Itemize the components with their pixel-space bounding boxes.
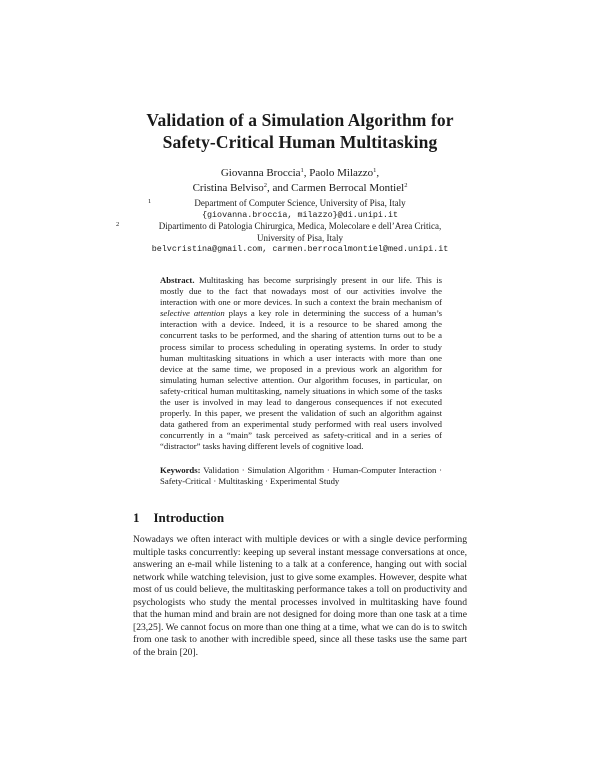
section-title: Introduction xyxy=(153,510,225,525)
affiliation-text: Department of Computer Science, University of Pisa, Italy xyxy=(194,198,406,208)
affiliations xyxy=(116,198,470,256)
affiliation-email: {giovanna.broccia, milazzo}@di.unipi.it xyxy=(201,209,398,220)
paper-title xyxy=(60,109,540,153)
author-affil-marker: 1 xyxy=(373,167,377,174)
author-name: Giovanna Broccia xyxy=(220,167,301,179)
affiliation-number: 2 xyxy=(116,221,120,228)
abstract xyxy=(160,275,442,487)
affiliation-1 xyxy=(130,198,470,221)
affiliation-text: University of Pisa, Italy xyxy=(257,232,343,243)
abstract-emphasis: selective attention xyxy=(160,308,225,319)
section-heading xyxy=(133,510,224,526)
affiliation-number: 1 xyxy=(148,198,152,205)
abstract-text: Multitasking has become surprisingly present in our life. This is mostly due to the fact that nowadays most of our activities involve the interaction with one or more devices. In such a context the brain mechanism of xyxy=(160,275,442,308)
keywords xyxy=(160,465,442,487)
abstract-label: Abstract. xyxy=(160,275,195,285)
author-separator: , and xyxy=(267,182,292,194)
author-affil-marker: 1 xyxy=(300,167,304,174)
author-line-2 xyxy=(60,181,540,196)
keywords-text: Validation · Simulation Algorithm · Human-Computer Interaction · Safety-Critical · Multitasking · Experimental Study xyxy=(160,464,442,486)
abstract-text: plays a key role in determining the success of a human’s interaction with a device. Indeed, it is a resource to be shared among the concurrent tasks to be performed, and the sharing of attention turns out to be a process similar to process scheduling in operating systems. In order to study human multitasking situations in which a user interacts with more than one device at the same time, we proposed in a previous work an algorithm for simulating human selective attention. Our algorithm focuses, in particular, on safety-critical human multitasking, namely situations in which some of the tasks the user is involved in may lead to dangerous consequences if not executed properly. In this paper, we present the validation of such an algorithm against data gathered from an experimental study performed with real users involved concurrently in a “main” task perceived as safety-critical and in a series of “distractor” tasks having different levels of cognitive load. xyxy=(160,308,442,452)
author-separator: , xyxy=(303,167,310,179)
affiliation-email: belvcristina@gmail.com, carmen.berrocalmontiel@med.unipi.it xyxy=(151,244,449,254)
body-paragraph: Nowadays we often interact with multiple devices or with a single device performing multiple tasks concurrently: keeping up several instant message conversations at once, answering an e-mail while listening to a talk at a conference, hanging out with social network while watching television, just to give some examples. However, despite what most of us could believe, the multitasking performance takes a toll on productivity and psychologists who study the mental processes involved in multitasking have found that the human mind and brain are not designed for doing more than one task at a time [23,25]. We cannot focus on more than one thing at a time, what we can do is to switch from one task to another with incredible speed, since all these tasks use the same part of the brain [20]. xyxy=(133,534,467,658)
author-affil-marker: 2 xyxy=(404,182,408,189)
author-name: Cristina Belviso xyxy=(192,182,264,194)
author-separator: , xyxy=(376,167,380,179)
abstract-paragraph xyxy=(160,275,442,453)
author-name: Carmen Berrocal Montiel xyxy=(291,182,405,194)
affiliation-2 xyxy=(116,221,470,256)
keywords-label: Keywords: xyxy=(160,464,201,475)
title-line-2: Safety-Critical Human Multitasking xyxy=(162,132,438,152)
author-list xyxy=(60,166,540,196)
author-line-1 xyxy=(60,166,540,181)
section-number: 1 xyxy=(133,510,140,525)
author-name: Paolo Milazzo xyxy=(309,167,374,179)
affiliation-text: Dipartimento di Patologia Chirurgica, Medica, Molecolare e dell’Area Critica, xyxy=(158,221,442,231)
title-line-1: Validation of a Simulation Algorithm for xyxy=(146,110,454,130)
author-affil-marker: 2 xyxy=(263,182,268,189)
